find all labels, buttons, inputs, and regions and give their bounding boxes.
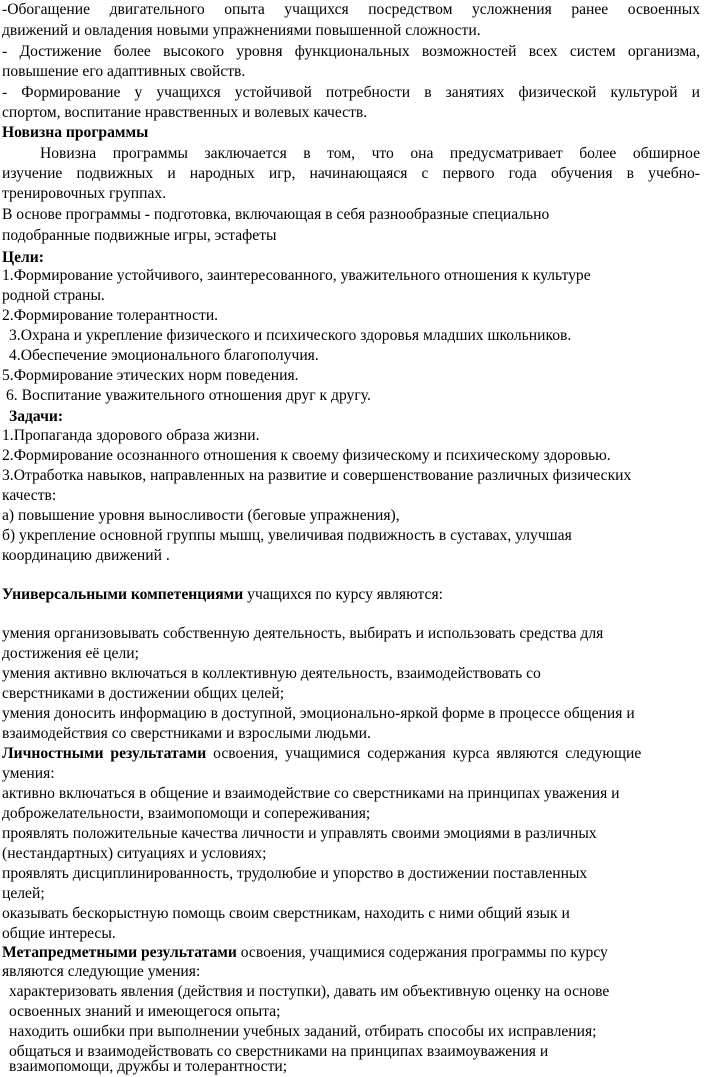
meta-intro-line-2: являются следующие умения: bbox=[2, 963, 201, 980]
meta-intro bbox=[2, 943, 608, 963]
personal-intro-rest: освоения, учащимися содержания курса являются следующие bbox=[206, 745, 642, 762]
meta-2: находить ошибки при выполнении учебных заданий, отбирать способы их исправления; bbox=[9, 1023, 597, 1040]
personal-intro-line-2: умения: bbox=[2, 765, 55, 782]
intro-line-2: движений и овладения новыми упражнениями повышенной сложности. bbox=[2, 22, 481, 39]
universal-2-line-1: умения активно включаться в коллективную деятельность, взаимодействовать со bbox=[2, 665, 541, 682]
task-1: 1.Пропаганда здорового образа жизни. bbox=[2, 427, 260, 444]
goal-4: 4.Обеспечение эмоционального благополучия. bbox=[9, 347, 319, 364]
task-3-line-1: 3.Отработка навыков, направленных на развитие и совершенствование различных физических bbox=[2, 467, 632, 484]
novelty-line-3: тренировочных группах. bbox=[2, 185, 167, 202]
novelty-line-5: подобранные подвижные игры, эстафеты bbox=[2, 227, 277, 244]
meta-intro-rest: освоения, учащимися содержания программы по курсу bbox=[236, 944, 608, 961]
universal-1-line-2: достижения её цели; bbox=[2, 645, 139, 662]
goal-2: 2.Формирование толерантности. bbox=[2, 307, 219, 324]
universal-3-line-1: умения доносить информацию в доступной, эмоционально-яркой форме в процессе общения и bbox=[2, 705, 635, 722]
goal-6: 6. Воспитание уважительного отношения друг к другу. bbox=[6, 387, 371, 404]
universal-heading: Универсальными компетенциями bbox=[2, 586, 244, 603]
task-b-line-1: б) укрепление основной группы мышц, увеличивая подвижность в суставах, улучшая bbox=[2, 527, 572, 544]
novelty-line-2: изучение подвижных и народных игр, начинающаяся с первого года обучения в учебно- bbox=[2, 165, 700, 182]
meta-1-line-2: освоенных знаний и имеющегося опыта; bbox=[9, 1003, 281, 1020]
meta-3-line-1: общаться и взаимодействовать со сверстниками на принципах взаимоуважения и bbox=[9, 1043, 549, 1060]
universal-3-line-2: взаимодействия со сверстниками и взрослыми людьми. bbox=[2, 725, 371, 742]
intro-line-5: - Формирование у учащихся устойчивой потребности в занятиях физической культурой и bbox=[2, 84, 700, 101]
universal-1-line-1: умения организовывать собственную деятельность, выбирать и использовать средства для bbox=[2, 625, 604, 642]
personal-1-line-1: активно включаться в общение и взаимодействие со сверстниками на принципах уважения и bbox=[2, 785, 620, 802]
goals-heading: Цели: bbox=[2, 249, 44, 266]
novelty-line-4: В основе программы - подготовка, включающая в себя разнообразные специально bbox=[2, 206, 550, 223]
task-b-line-2: координацию движений . bbox=[2, 547, 170, 564]
personal-4-line-1: оказывать бескорыстную помощь своим сверстникам, находить с ними общий язык и bbox=[2, 905, 570, 922]
personal-intro bbox=[2, 744, 641, 764]
personal-1-line-2: доброжелательности, взаимопомощи и сопереживания; bbox=[2, 805, 371, 822]
universal-intro-rest: учащихся по курсу являются: bbox=[243, 586, 443, 603]
intro-line-4: повышение его адаптивных свойств. bbox=[2, 63, 246, 80]
personal-2-line-2: (нестандартных) ситуациях и условиях; bbox=[2, 845, 267, 862]
intro-line-6: спортом, воспитание нравственных и волевых качеств. bbox=[2, 104, 368, 121]
personal-heading: Личностными результатами bbox=[2, 745, 207, 762]
personal-2-line-1: проявлять положительные качества личности и управлять своими эмоциями в различных bbox=[2, 825, 597, 842]
personal-3-line-2: целей; bbox=[2, 885, 45, 902]
novelty-heading: Новизна программы bbox=[2, 124, 149, 141]
goal-1-line-1: 1.Формирование устойчивого, заинтересованного, уважительного отношения к культуре bbox=[2, 267, 591, 284]
personal-3-line-1: проявлять дисциплинированность, трудолюбие и упорство в достижении поставленных bbox=[2, 865, 588, 882]
intro-line-3: - Достижение более высокого уровня функциональных возможностей всех систем организма, bbox=[2, 43, 700, 60]
meta-heading: Метапредметными результатами bbox=[2, 944, 237, 961]
task-a: а) повышение уровня выносливости (беговые упражнения), bbox=[2, 507, 400, 524]
personal-4-line-2: общие интересы. bbox=[2, 925, 116, 942]
universal-2-line-2: сверстниками в достижении общих целей; bbox=[2, 685, 285, 702]
goal-1-line-2: родной страны. bbox=[2, 287, 105, 304]
goal-5: 5.Формирование этических норм поведения. bbox=[2, 367, 299, 384]
intro-line-1: -Обогащение двигательного опыта учащихся посредством усложнения ранее освоенных bbox=[2, 1, 700, 18]
task-2: 2.Формирование осознанного отношения к своему физическому и психическому здоровью. bbox=[2, 447, 611, 464]
task-3-line-2: качеств: bbox=[2, 487, 57, 504]
tasks-heading: Задачи: bbox=[9, 408, 64, 425]
meta-1-line-1: характеризовать явления (действия и поступки), давать им объективную оценку на основе bbox=[9, 983, 610, 1000]
novelty-line-1: Новизна программы заключается в том, что она предусматривает более обширное bbox=[40, 145, 700, 162]
meta-3-line-2: взаимопомощи, дружбы и толерантности; bbox=[9, 1058, 288, 1075]
universal-intro bbox=[2, 585, 443, 605]
goal-3: 3.Охрана и укрепление физического и психического здоровья младших школьников. bbox=[9, 327, 572, 344]
